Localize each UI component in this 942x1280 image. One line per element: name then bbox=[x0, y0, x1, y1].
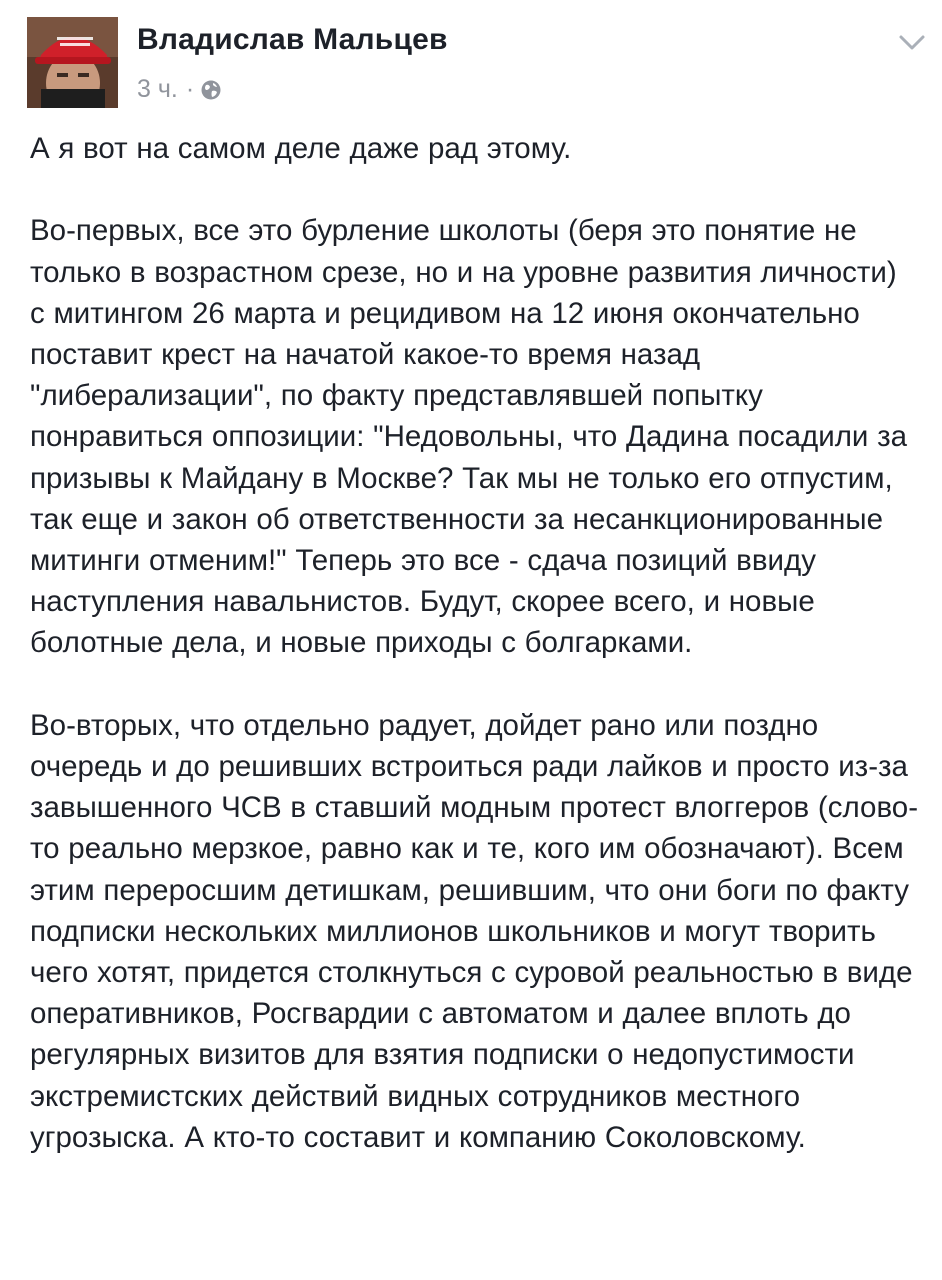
post-paragraph: А я вот на самом деле даже рад этому. bbox=[30, 132, 572, 165]
author-name[interactable]: Владислав Мальцев bbox=[137, 23, 448, 56]
globe-icon bbox=[200, 79, 222, 101]
avatar-photo bbox=[27, 17, 118, 108]
chevron-down-icon[interactable] bbox=[897, 27, 927, 57]
meta-separator: · bbox=[185, 75, 195, 103]
post-header bbox=[27, 17, 927, 109]
post-paragraph: Во-вторых, что отдельно радует, дойдет рано или поздно очередь и до решивших встроиться ради лайков и просто из-за завышенного ЧСВ в ставший модным протест влоггеров (слово-то реально мерзкое, равно как и те, кого им обозначают). Всем этим переросшим детишкам, решившим, что они боги по факту подписки нескольких миллионов школьников и могут творить чего хотят, придется столкнуться с суровой реальностью в виде оперативников, Росгвардии с автоматом и далее вплоть до регулярных визитов для взятия подписки о недопустимости экстремистских действий видных сотрудников местного угрозыска. А кто-то составит и компанию Соколовскому. bbox=[30, 708, 922, 1154]
post-meta bbox=[137, 75, 222, 104]
post-paragraph: Во-первых, все это бурление школоты (беря это понятие не только в возрастном срезе, но и на уровне развития личности) с митингом 26 марта и рецидивом на 12 июня окончательно поставит крест на начатой какое-то время назад "либерализации", по факту представлявшей попытку понравиться оппозиции: "Недовольны, что Дадина посадили за призывы к Майдану в Москве? Так мы не только его отпустим, так еще и закон об ответственности за несанкционированные митинги отменим!" Теперь это все - сдача позиций ввиду наступления навальнистов. Будут, скорее всего, и новые болотные дела, и новые приходы с болгарками. bbox=[30, 214, 916, 660]
avatar[interactable] bbox=[27, 17, 118, 108]
post-body bbox=[30, 128, 920, 1158]
post-timestamp[interactable]: 3 ч. bbox=[137, 75, 178, 103]
